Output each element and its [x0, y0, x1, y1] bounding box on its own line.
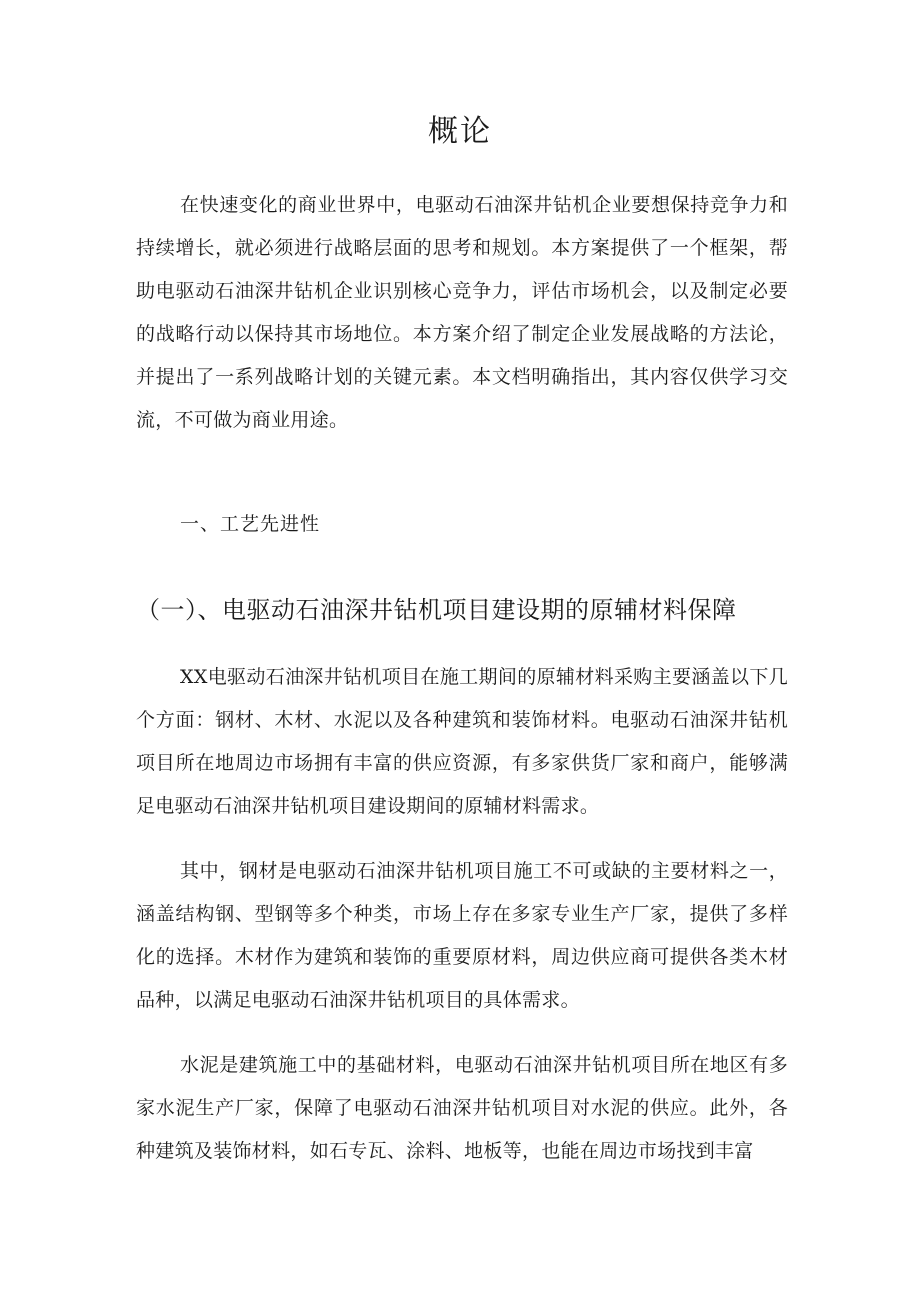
- page-title: 概论: [428, 114, 492, 149]
- intro-paragraph: 在快速变化的商业世界中，电驱动石油深井钻机企业要想保持竞争力和持续增长，就必须进行战略层面的思考和规划。本方案提供了一个框架，帮助电驱动石油深井钻机企业识别核心竞争力，评估市场机会，以及制定必要的战略行动以保持其市场地位。本方案介绍了制定企业发展战略的方法论，并提出了一系列战略计划的关键元素。本文档明确指出，其内容仅供学习交流，不可做为商业用途。: [136, 194, 788, 431]
- body-paragraph: XX电驱动石油深井钻机项目在施工期间的原辅材料采购主要涵盖以下几个方面：钢材、木材、水泥以及各种建筑和装饰材料。电驱动石油深井钻机项目所在地周边市场拥有丰富的供应资源，有多家供货厂家和商户，能够满足电驱动石油深井钻机项目建设期间的原辅材料需求。: [136, 666, 788, 817]
- body-paragraph: 其中，钢材是电驱动石油深井钻机项目施工不可或缺的主要材料之一，涵盖结构钢、型钢等多个种类，市场上存在多家专业生产厂家，提供了多样化的选择。木材作为建筑和装饰的重要原材料，周边供应商可提供各类木材品种，以满足电驱动石油深井钻机项目的具体需求。: [136, 860, 788, 1011]
- section-heading: 一、工艺先进性: [180, 513, 321, 535]
- body-paragraph: 水泥是建筑施工中的基础材料，电驱动石油深井钻机项目所在地区有多家水泥生产厂家，保障了电驱动石油深井钻机项目对水泥的供应。此外，各种建筑及装饰材料，如石专瓦、涂料、地板等，也能在周边市场找到丰富: [136, 1054, 788, 1162]
- subsection-heading: （一）、电驱动石油深井钻机项目建设期的原辅材料保障: [136, 596, 737, 624]
